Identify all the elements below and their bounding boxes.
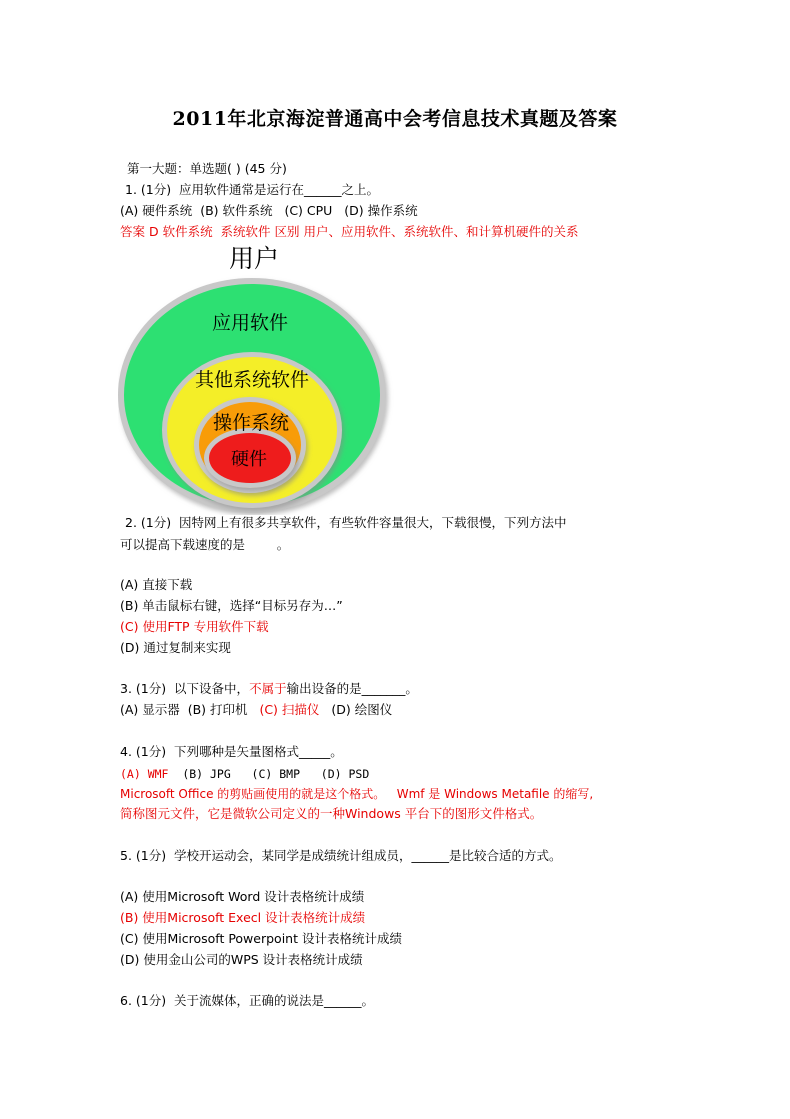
label-user: 用户 (228, 244, 280, 273)
q5-option-b: (B) 使用Microsoft Execl 设计表格统计成绩 (120, 910, 366, 925)
q3-stem-pre: 3. (1分) 以下设备中， (120, 681, 250, 696)
q1-stem: 1. (1分) 应用软件通常是运行在______之上。 (125, 182, 380, 197)
label-other: 其他系统软件 (194, 369, 310, 391)
q5-stem: 5. (1分) 学校开运动会，某同学是成绩统计组成员，______是比较合适的方式。 (120, 848, 562, 863)
q3-stem (120, 680, 418, 698)
q5-option-c: (C) 使用Microsoft Powerpoint 设计表格统计成绩 (120, 931, 402, 946)
q2-stem-line2: 可以提高下载速度的是 。 (120, 537, 290, 552)
q3-stem-highlight: 不属于 (249, 681, 287, 696)
q2-option-c: (C) 使用FTP 专用软件下载 (120, 619, 269, 634)
label-hw: 硬件 (231, 449, 267, 470)
q2-stem-line1: 2. (1分) 因特网上有很多共享软件，有些软件容量很大，下载很慢，下列方法中 (125, 515, 567, 530)
q3-options (120, 701, 392, 719)
q2-option-b: (B) 单击鼠标右键，选择“目标另存为…” (120, 598, 343, 613)
section-heading: 第一大题：单选题( ) (45 分) (127, 161, 287, 176)
software-layer-diagram (118, 240, 398, 515)
q5-option-d: (D) 使用金山公司的WPS 设计表格统计成绩 (120, 952, 363, 967)
q2-option-a: (A) 直接下载 (120, 577, 193, 592)
q3-options-post: (D) 绘图仪 (319, 702, 393, 717)
label-app: 应用软件 (211, 312, 289, 334)
q4-options-rest: (B) JPG (C) BMP (D) PSD (168, 767, 370, 781)
label-os: 操作系统 (212, 412, 290, 434)
q1-answer: 答案 D 软件系统 系统软件 区别 用户、应用软件、系统软件、和计算机硬件的关系 (120, 224, 579, 239)
q4-explanation-line1: Microsoft Office 的剪贴画使用的就是这个格式。 Wmf 是 Windows Metafile 的缩写, (120, 787, 594, 801)
document-title: 2011年北京海淀普通高中会考信息技术真题及答案 (172, 108, 618, 130)
q3-stem-post: 输出设备的是_______。 (286, 681, 418, 696)
q3-options-pre: (A) 显示器 (B) 打印机 (120, 702, 260, 717)
q1-options: (A) 硬件系统 (B) 软件系统 (C) CPU (D) 操作系统 (120, 203, 418, 218)
q4-option-a: (A) WMF (120, 767, 169, 781)
q2-option-d: (D) 通过复制来实现 (120, 640, 231, 655)
q3-option-c: (C) 扫描仪 (259, 702, 320, 717)
q4-stem: 4. (1分) 下列哪种是矢量图格式_____。 (120, 744, 343, 759)
q6-stem: 6. (1分) 关于流媒体，正确的说法是______。 (120, 993, 375, 1008)
q5-option-a: (A) 使用Microsoft Word 设计表格统计成绩 (120, 889, 365, 904)
q4-explanation-line2: 简称图元文件，它是微软公司定义的一种Windows 平台下的图形文件格式。 (120, 806, 543, 821)
q4-options (120, 765, 369, 783)
